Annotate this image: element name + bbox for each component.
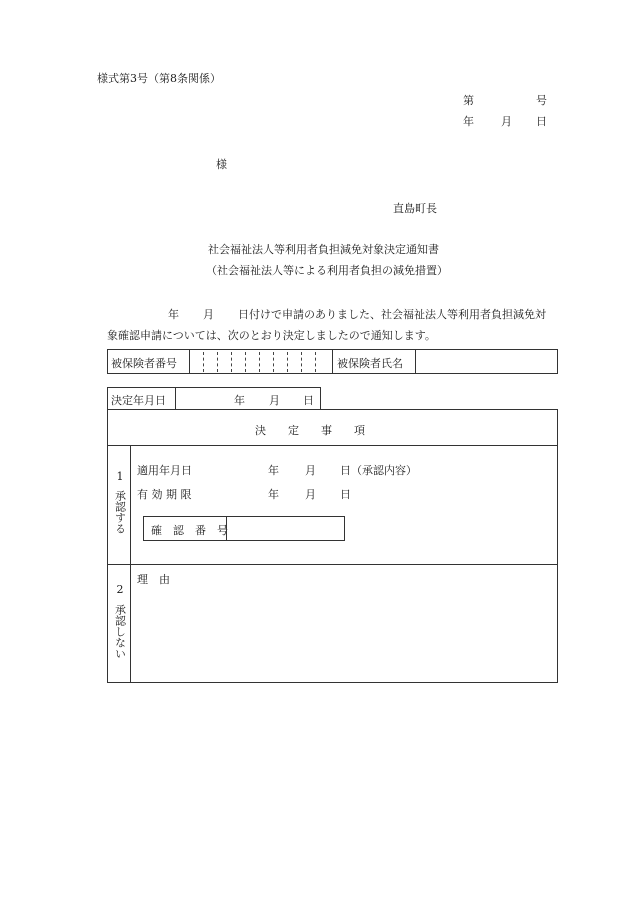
body-line-2: 象確認申請については、次のとおり決定しましたので通知します。 [107, 329, 436, 342]
valid-month: 月 [305, 488, 316, 501]
approval-content-label: （承認内容） [351, 464, 417, 477]
valid-year: 年 [268, 488, 279, 501]
applied-year: 年 [268, 464, 279, 477]
reject-number: 2 [116, 583, 124, 596]
body-year: 年 [168, 308, 179, 321]
approve-number: 1 [116, 470, 124, 483]
issuer: 直島町長 [393, 202, 437, 215]
decision-heading: 決 定 事 項 [255, 424, 365, 437]
decision-date-day: 日 [303, 394, 314, 407]
body-month: 月 [203, 308, 214, 321]
reason-label: 理 由 [137, 573, 170, 586]
insured-name-label: 被保険者氏名 [337, 357, 403, 370]
insured-name-input[interactable] [416, 349, 557, 374]
date-year: 年 [463, 115, 474, 128]
decision-date-month: 月 [269, 394, 280, 407]
document-number-suffix: 号 [536, 94, 547, 107]
document-title: 社会福祉法人等利用者負担減免対象決定通知書 [208, 243, 439, 256]
applied-date-label: 適用年月日 [137, 464, 192, 477]
insured-number-label: 被保険者番号 [111, 357, 177, 370]
decision-date-label: 決定年月日 [111, 394, 166, 407]
valid-day: 日 [340, 488, 351, 501]
reason-input[interactable] [137, 590, 552, 678]
reject-vertical-label: 承認しない [113, 604, 127, 659]
insured-number-input[interactable] [190, 349, 332, 374]
body-line-1: 日付けで申請のありました、社会福祉法人等利用者負担減免対 [238, 308, 546, 321]
addressee-suffix: 様 [216, 158, 227, 171]
date-month: 月 [501, 115, 512, 128]
decision-date-year: 年 [234, 394, 245, 407]
valid-period-label: 有 効 期 限 [137, 488, 192, 501]
document-subtitle: （社会福祉法人等による利用者負担の減免措置） [206, 264, 448, 277]
applied-day: 日 [340, 464, 351, 477]
applied-month: 月 [305, 464, 316, 477]
confirmation-number-input[interactable] [227, 517, 344, 540]
document-number-prefix: 第 [463, 94, 474, 107]
form-number: 様式第3号（第8条関係） [97, 72, 221, 85]
date-day: 日 [536, 115, 547, 128]
confirmation-number-label: 確 認 番 号 [151, 524, 228, 537]
approve-vertical-label: 承認する [113, 490, 127, 534]
